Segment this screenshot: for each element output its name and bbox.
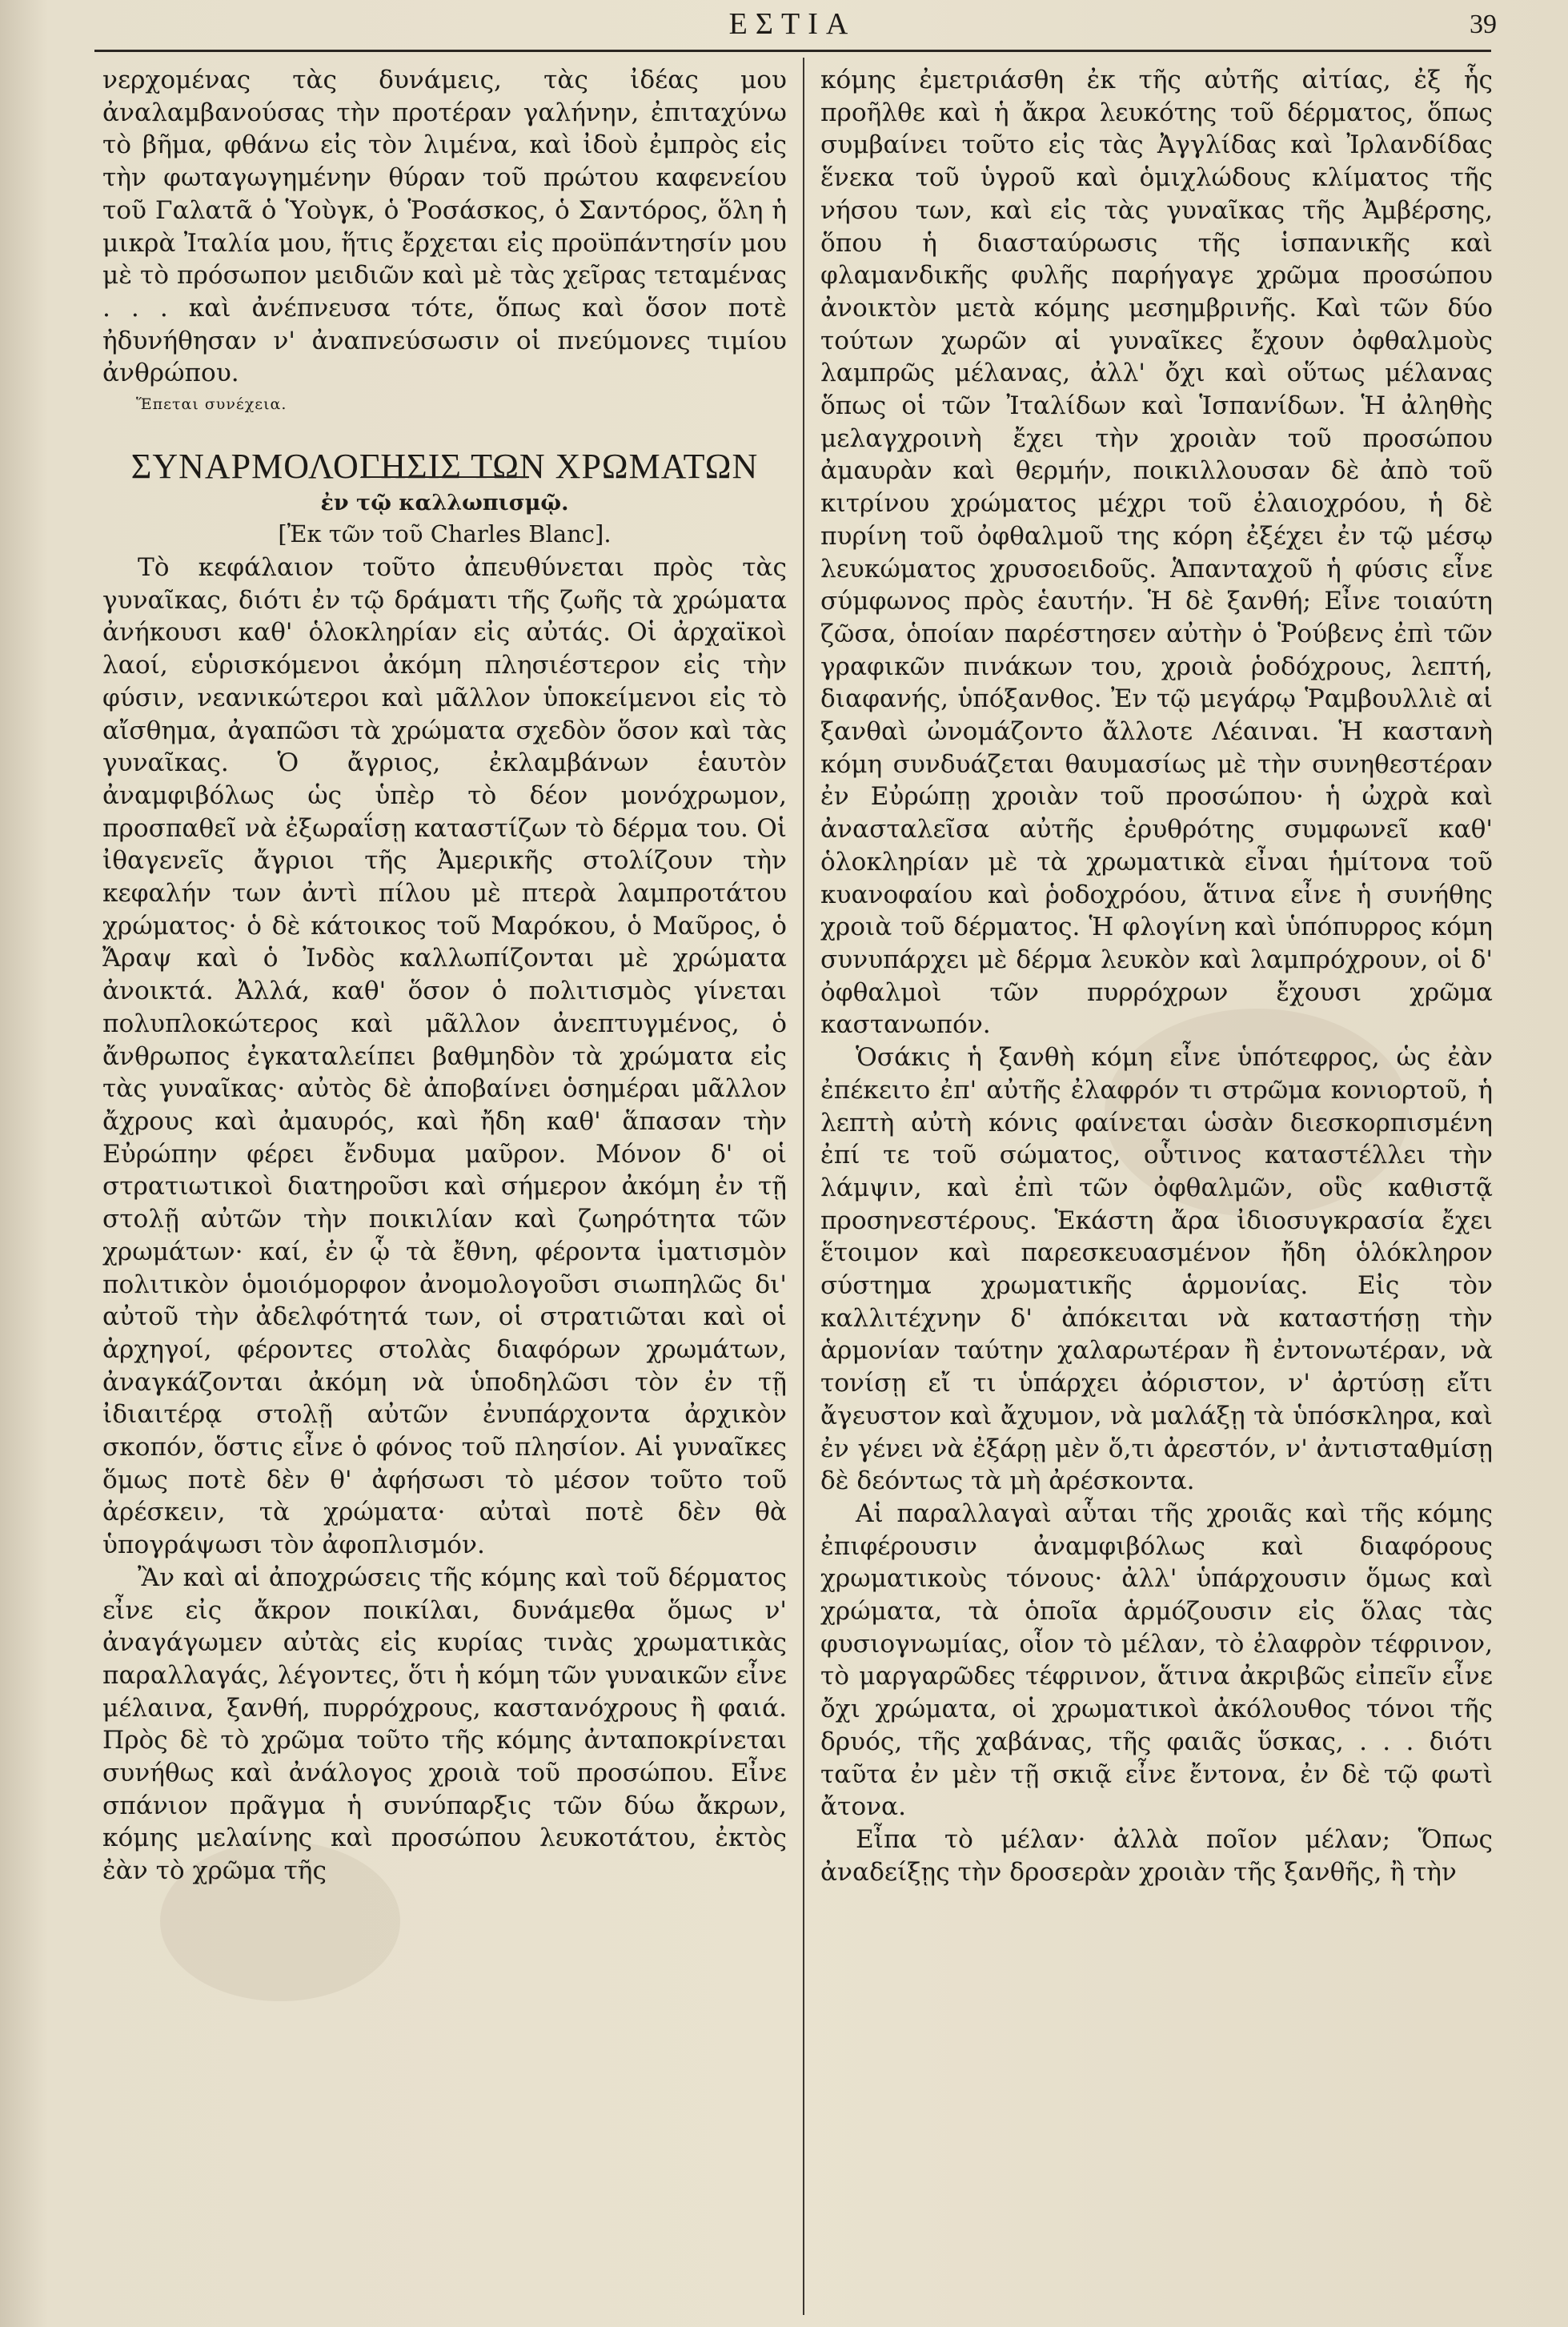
left-column: [102, 64, 787, 1888]
continued-paragraph: νερχομένας τὰς δυνάμεις, τὰς ἰδέας μου ἀναλαμβανούσας τὴν προτέραν γαλήνην, ἐπιταχύνω τὸ βῆμα, φθάνω εἰς τὸν λιμένα, καὶ ἰδοὺ ἐμπρὸς εἰς τὴν φωταγωγημένην θύραν τοῦ πρώτου καφενείου τοῦ Γαλατᾶ ὁ Ὑοὺγκ, ὁ Ῥοσάσκος, ὁ Σαντόρος, ὅλη ἡ μικρὰ Ἰταλία μου, ἥτις ἔρχεται εἰς προϋπάντησίν μου μὲ τὸ πρόσωπον μειδιῶν καὶ μὲ τὰς χεῖρας τεταμένας . . . καὶ ἀνέπνευσα τότε, ὅπως καὶ ὅσον ποτὲ ἠδυνήθησαν ν' ἀναπνεύσωσιν οἱ πνεύμονες τιμίου ἀνθρώπου.: [102, 66, 787, 388]
journal-title: ΕΣΤΙΑ: [728, 7, 856, 41]
article-paragraph: Τὸ κεφάλαιον τοῦτο ἀπευθύνεται πρὸς τὰς γυναῖκας, διότι ἐν τῷ δράματι τῆς ζωῆς τὰ χρώματα ἀνήκουσι καθ' ὁλοκληρίαν εἰς αὐτάς. Οἱ ἀρχαϊκοὶ λαοί, εὑρισκόμενοι ἀκόμη πλησιέστερον εἰς τὴν φύσιν, νεανικώτεροι καὶ μᾶλλον ὑποκείμενοι εἰς τὸ αἴσθημα, ἀγαπῶσι τὰ χρώματα σχεδὸν ὅσον καὶ τὰς γυναῖκας. Ὁ ἄγριος, ἐκλαμβάνων ἑαυτὸν ἀναμφιβόλως ὡς ὑπὲρ τὸ δέον μονόχρωμον, προσπαθεῖ νὰ ἐξωραΐσῃ καταστίζων τὸ δέρμα του. Οἱ ἰθαγενεῖς ἄγριοι τῆς Ἀμερικῆς στολίζουν τὴν κεφαλήν των ἀντὶ πίλου μὲ πτερὰ λαμπροτάτου χρώματος· ὁ δὲ κάτοικος τοῦ Μαρόκου, ὁ Μαῦρος, ὁ Ἄραψ καὶ ὁ Ἰνδὸς καλλωπίζονται μὲ χρώματα ἀνοικτά. Ἀλλά, καθ' ὅσον ὁ πολιτισμὸς γίνεται πολυπλοκώτερος καὶ μᾶλλον ἀνεπτυγμένος, ὁ ἄνθρωπος ἐγκαταλείπει βαθμηδὸν τὰ χρώματα εἰς τὰς γυναῖκας· αὐτὸς δὲ ἀποβαίνει ὁσημέραι μᾶλλον ἄχρους καὶ ἀμαυρός, καὶ ἤδη καθ' ἅπασαν τὴν Εὐρώπην φέρει ἔνδυμα μαῦρον. Μόνον δ' οἱ στρατιωτικοὶ διατηροῦσι καὶ σήμερον ἀκόμη ἐν τῇ στολῇ αὐτῶν τὴν ποικιλίαν καὶ ζωηρότητα τῶν χρωμάτων· καί, ἐν ᾧ τὰ ἔθνη, φέροντα ἱματισμὸν πολιτικὸν ὁμοιόμορφον ἀνομολογοῦσι σιωπηλῶς δι' αὐτοῦ τὴν ἀδελφότητά των, οἱ στρατιῶται καὶ οἱ ἀρχηγοί, φέροντες στολὰς διαφόρων χρωμάτων, ἀναγκάζονται ἀκόμη νὰ ὑποδηλῶσι τὸν ἐν τῇ ἰδιαιτέρᾳ στολῇ αὐτῶν ἐνυπάρχοντα ἀρχικὸν σκοπόν, ὅστις εἶνε ὁ φόνος τοῦ πλησίον. Αἱ γυναῖκες ὅμως ποτὲ δὲν θ' ἀφήσωσι τὸ μέσον τοῦτο τοῦ ἀρέσκειν, τὰ χρώματα· αὐταὶ ποτὲ δὲν θὰ ὑπογράψωσι τὸν ἀφοπλισμόν.: [102, 553, 787, 1560]
article-paragraph: κόμης ἐμετριάσθη ἐκ τῆς αὐτῆς αἰτίας, ἐξ ἧς προῆλθε καὶ ἡ ἄκρα λευκότης τοῦ δέρματος, ὅπως συμβαίνει τοῦτο εἰς τὰς Ἀγγλίδας καὶ Ἰρλανδίδας ἕνεκα τοῦ ὑγροῦ καὶ ὁμιχλώδους κλίματος τῆς νήσου των, καὶ εἰς τὰς γυναῖκας τῆς Ἀμβέρσης, ὅπου ἡ διασταύρωσις τῆς ἱσπανικῆς καὶ φλαμανδικῆς φυλῆς παρήγαγε χρῶμα προσώπου ἀνοικτὸν μετὰ κόμης μεσημβρινῆς. Καὶ τῶν δύο τούτων χωρῶν αἱ γυναῖκες ἔχουν ὀφθαλμοὺς λαμπρῶς μέλανας, ἀλλ' ὄχι καὶ οὕτως μέλανας ὅπως οἱ τῶν Ἰταλίδων καὶ Ἱσπανίδων. Ἡ ἀληθὴς μελαγχροινὴ ἔχει τὴν χροιὰν τοῦ προσώπου ἀμαυρὰν καὶ θερμήν, ποικιλλουσαν δὲ ἀπὸ τοῦ κιτρίνου χρώματος μέχρι τοῦ ἐλαιοχρόου, ἡ δὲ πυρίνη τοῦ ὀφθαλμοῦ της κόρη ἐξέχει ἐν τῷ μέσῳ λευκώματος χρυσοειδοῦς. Ἁπανταχοῦ ἡ φύσις εἶνε σύμφωνος πρὸς ἑαυτήν. Ἡ δὲ ξανθή; Εἶνε τοιαύτη ζῶσα, ὁποίαν παρέστησεν αὐτὴν ὁ Ῥούβενς ἐπὶ τῶν γραφικῶν πινάκων του, χροιὰ ῥοδόχρους, λεπτή, διαφανής, ὑπόξανθος. Ἐν τῷ μεγάρῳ Ῥαμβουλλιὲ αἱ ξανθαὶ ὠνομάζοντο ἄλλοτε Λέαιναι. Ἡ καστανὴ κόμη συνδυάζεται θαυμασίως μὲ τὴν συνηθεστέραν ἐν Εὐρώπῃ χροιὰν τοῦ προσώπου· ἡ ὠχρὰ καὶ ἀνασταλεῖσα αὐτῆς ἐρυθρότης συμφωνεῖ καθ' ὁλοκληρίαν μὲ τὰ χρωματικὰ εἶναι ἡμίτονα τοῦ κυανοφαίου καὶ ῥοδοχρόου, ἅτινα εἶνε ἡ συνήθης χροιὰ τοῦ δέρματος. Ἡ φλογίνη καὶ ὑπόπυρρος κόμη συνυπάρχει μὲ δέρμα λευκὸν καὶ λαμπρόχρουν, οἱ δ' ὀφθαλμοὶ τῶν πυρρόχρων ἔχουσι χρῶμα καστανωπόν.: [820, 66, 1493, 1040]
column-divider: [803, 58, 804, 2315]
article-paragraph: Ἂν καὶ αἱ ἀποχρώσεις τῆς κόμης καὶ τοῦ δέρματος εἶνε εἰς ἄκρον ποικίλαι, δυνάμεθα ὅμως ν' ἀναγάγωμεν αὐτὰς εἰς κυρίας τινὰς χρωματικὰς παραλλαγάς, λέγοντες, ὅτι ἡ κόμη τῶν γυναικῶν εἶνε μέλαινα, ξανθή, πυρρόχρους, καστανόχρους ἢ φαιά. Πρὸς δὲ τὸ χρῶμα τοῦτο τῆς κόμης ἀνταποκρίνεται συνήθως καὶ ἀνάλογος χροιὰ τοῦ προσώπου. Εἶνε σπάνιον πρᾶγμα ἡ συνύπαρξις τῶν δύω ἄκρων, κόμης μελαίνης καὶ προσώπου λευκοτάτου, ἐκτὸς ἐὰν τὸ χρῶμα τῆς: [102, 1563, 787, 1886]
section-subtitle: ἐν τῷ καλλωπισμῷ.: [320, 491, 569, 516]
continuation-note: Ἕπεται συνέχεια.: [136, 395, 287, 414]
page-number: 39: [1470, 10, 1497, 39]
article-paragraph: Ὁσάκις ἡ ξανθὴ κόμη εἶνε ὑπότεφρος, ὡς ἐὰν ἐπέκειτο ἐπ' αὐτῆς ἐλαφρόν τι στρῶμα κονιορτοῦ, ἡ λεπτὴ αὐτὴ κόνις φαίνεται ὡσὰν διεσκορπισμένη ἐπί τε τοῦ σώματος, οὗτινος καταστέλλει τὴν λάμψιν, καὶ ἐπὶ τῶν ὀφθαλμῶν, οὓς καθιστᾷ προσηνεστέρους. Ἑκάστη ἄρα ἰδιοσυγκρασία ἔχει ἕτοιμον καὶ παρεσκευασμένον ἤδη ὁλόκληρον σύστημα χρωματικῆς ἁρμονίας. Εἰς τὸν καλλιτέχνην δ' ἀπόκειται νὰ καταστήσῃ τὴν ἁρμονίαν ταύτην χαλαρωτέραν ἢ ἐντονωτέραν, νὰ τονίσῃ εἴ τι ὑπάρχει ἀόριστον, ν' ἀρτύσῃ εἴτι ἄγευστον καὶ ἄχυμον, νὰ μαλάξῃ τὰ ὑπόσκληρα, καὶ ἐν γένει νὰ ἐξάρῃ μὲν ὅ,τι ἀρεστόν, ν' ἀντισταθμίσῃ δὲ δεόντως τὰ μὴ ἀρέσκοντα.: [820, 1043, 1493, 1496]
article-paragraph: Εἶπα τὸ μέλαν· ἀλλὰ ποῖον μέλαν; Ὅπως ἀναδείξῃς τὴν δροσερὰν χροιὰν τῆς ξανθῆς, ἢ τὴν: [820, 1824, 1493, 1887]
title-rule: [361, 476, 529, 478]
header-rule: [94, 50, 1491, 52]
right-column: [820, 64, 1493, 1888]
article-paragraph: Αἱ παραλλαγαὶ αὗται τῆς χροιᾶς καὶ τῆς κόμης ἐπιφέρουσιν ἀναμφιβόλως καὶ διαφόρους χρωματικοὺς τόνους· ἀλλ' ὑπάρχουσιν ὅμως καὶ χρώματα, τὰ ὁποῖα ἁρμόζουσιν εἰς ὅλας τὰς φυσιογνωμίας, οἷον τὸ μέλαν, τὸ ἐλαφρὸν τέφρινον, τὸ μαργαρῶδες τέφρινον, ἅτινα ἀκριβῶς εἰπεῖν εἶνε ὄχι χρώματα, οἱ χρωματικοὶ ἀκόλουθος τόνοι τῆς δρυός, τῆς χαβάνας, τῆς φαιᾶς ὕσκας, . . . διότι ταῦτα ἐν μὲν τῇ σκιᾷ εἶνε ἔντονα, ἐν δὲ τῷ φωτὶ ἄτονα.: [820, 1499, 1493, 1822]
section-source: [Ἐκ τῶν τοῦ Charles Blanc].: [278, 520, 612, 548]
section-title: ΣΥΝΑΡΜΟΛΟΓΗΣΙΣ ΤΩΝ ΧΡΩΜΑΤΩΝ: [130, 447, 759, 487]
page-header: [88, 6, 1497, 48]
